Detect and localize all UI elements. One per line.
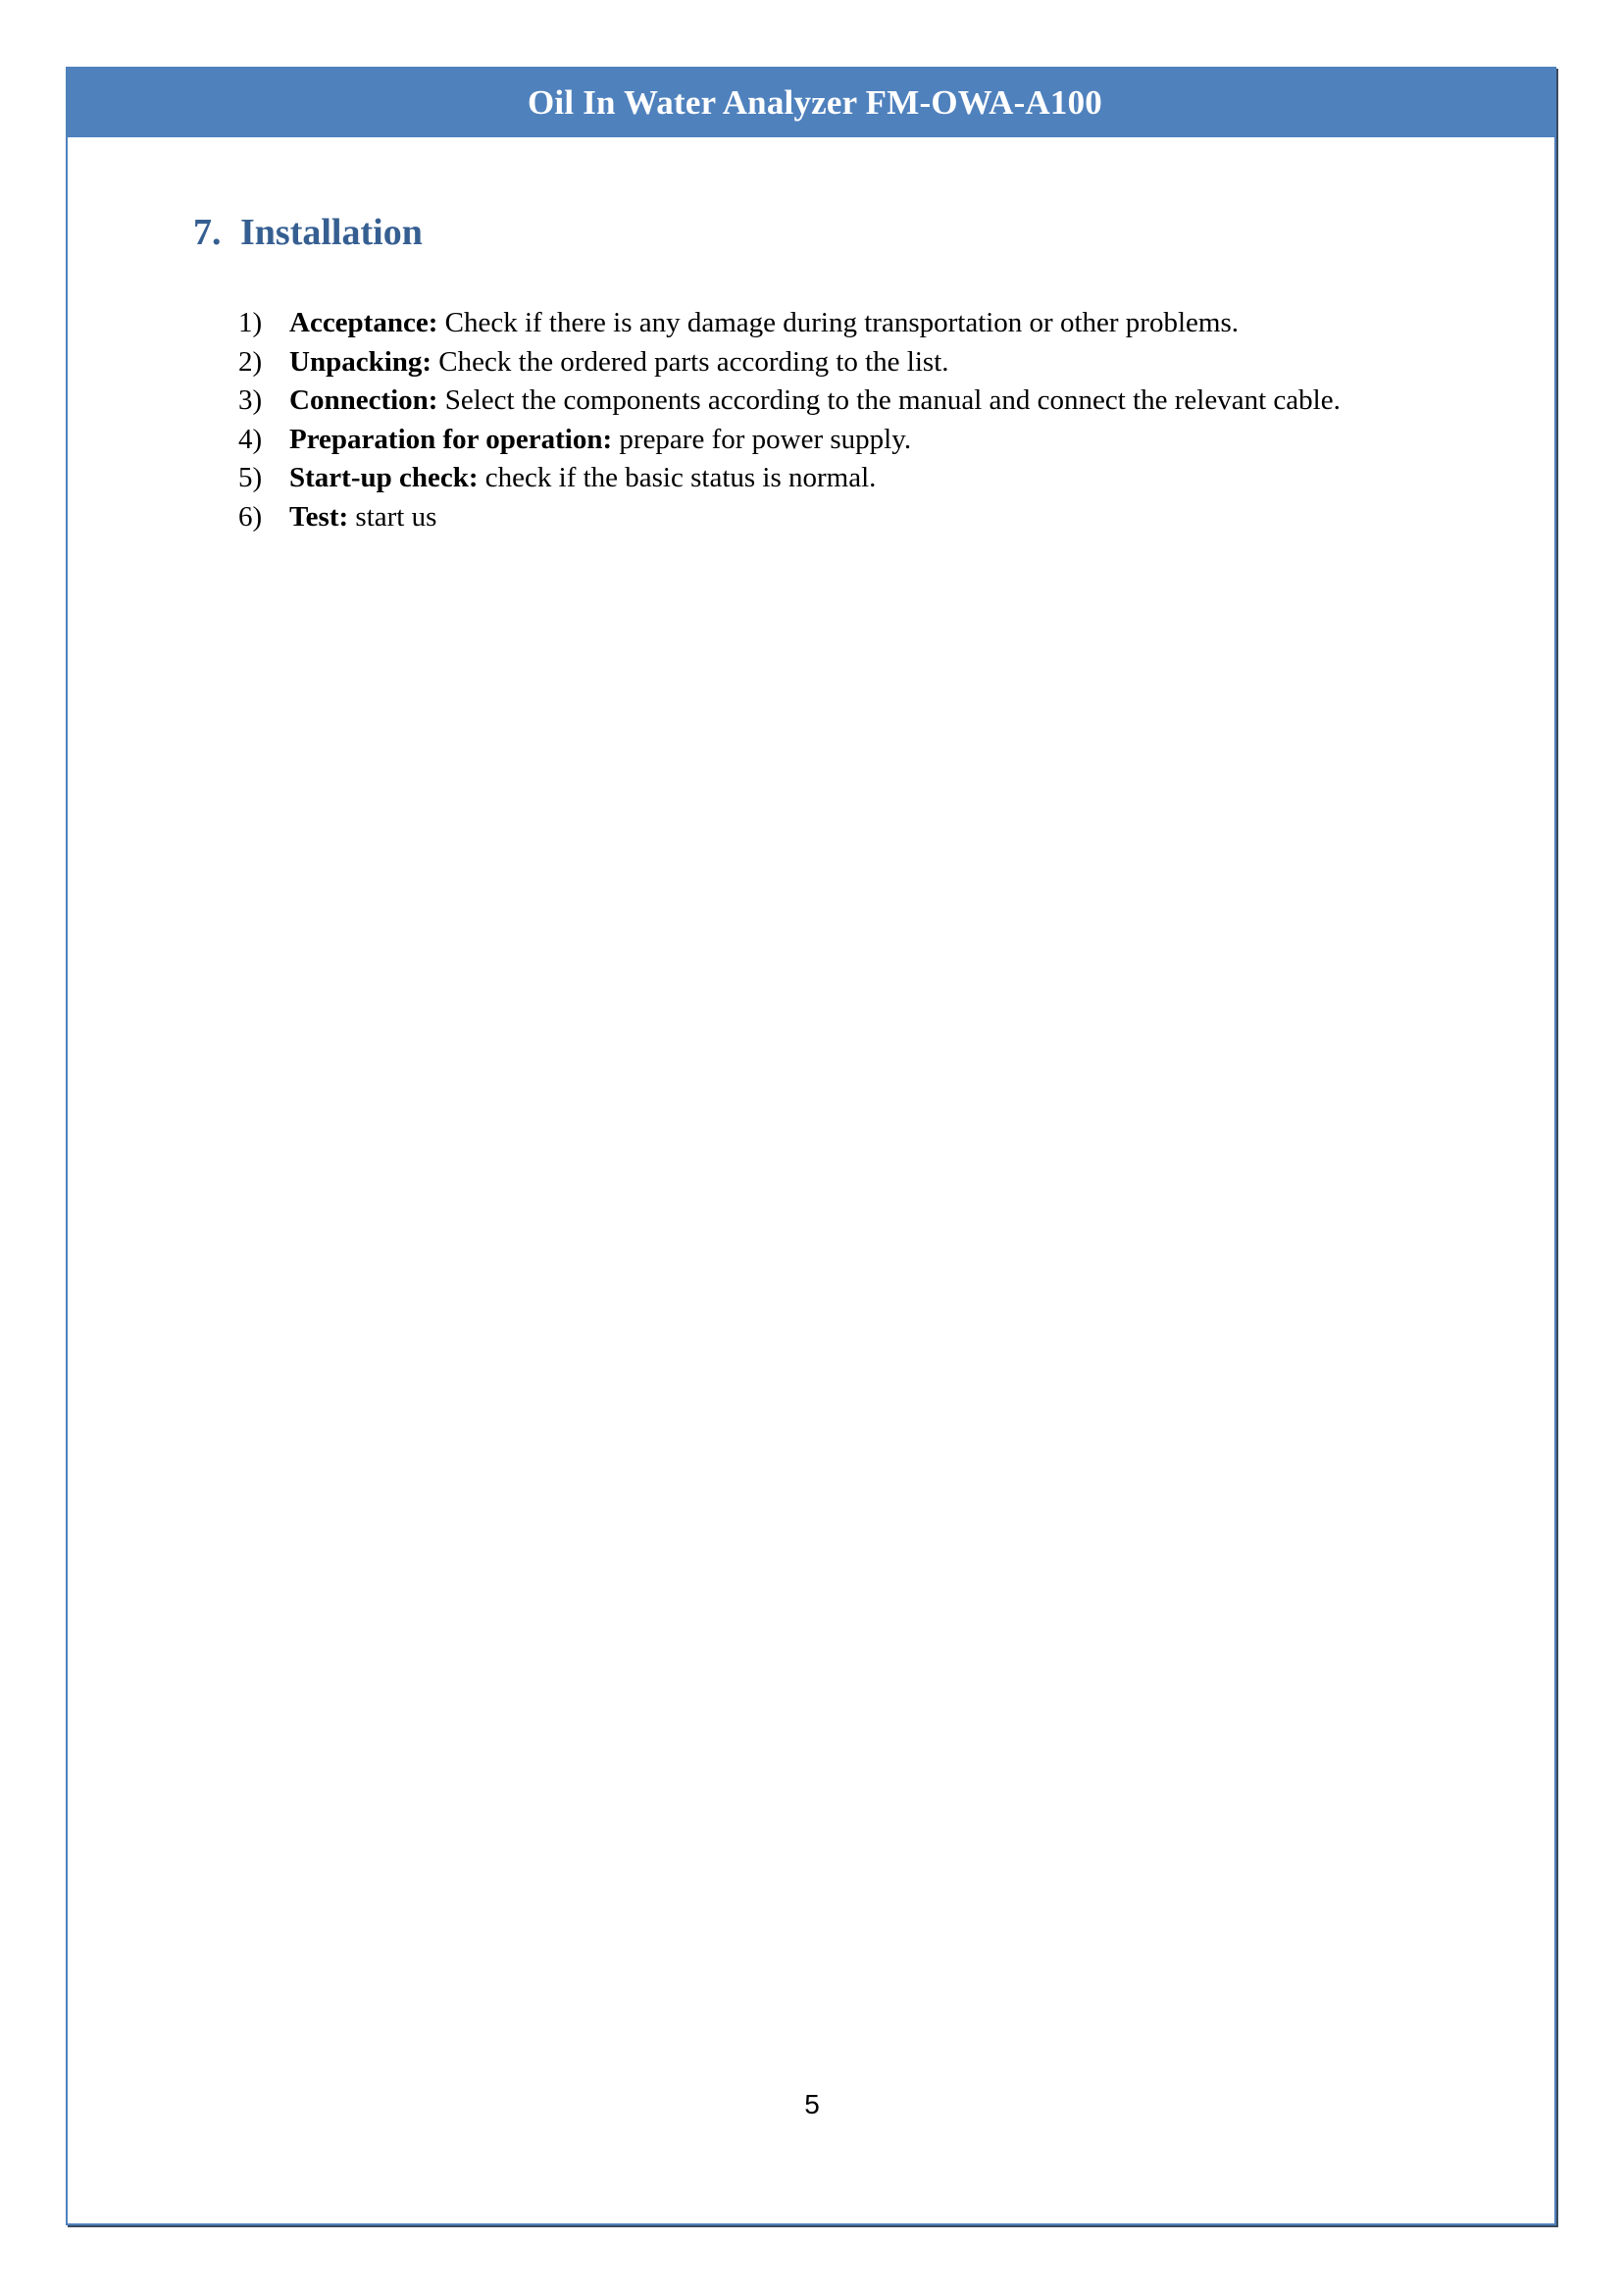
document-title: Oil In Water Analyzer FM-OWA-A100 — [527, 83, 1102, 122]
step-text: Check if there is any damage during transportation or other problems. — [437, 307, 1239, 338]
header-band — [68, 69, 1554, 137]
step-text: Check the ordered parts according to the list. — [431, 345, 949, 378]
step-number: 2) — [238, 345, 263, 378]
step-number: 6) — [238, 500, 263, 533]
step-text: check if the basic status is normal. — [478, 462, 877, 493]
step-label: Preparation for operation: — [289, 423, 613, 455]
step-text: start us — [348, 500, 437, 533]
section-title: Installation — [240, 212, 423, 253]
section-heading — [193, 211, 423, 254]
page-number: 5 — [804, 2089, 820, 2119]
list-item — [238, 459, 1489, 498]
step-text: Select the components according to the manual and connect the relevant cable. — [437, 384, 1341, 416]
step-number: 4) — [238, 423, 263, 455]
list-item — [238, 304, 1489, 343]
step-number: 5) — [238, 462, 263, 493]
step-text: prepare for power supply. — [612, 423, 912, 455]
list-item — [238, 343, 1489, 382]
list-item — [238, 498, 1489, 537]
section-number: 7. — [193, 212, 222, 253]
step-number: 1) — [238, 307, 263, 338]
step-label: Start-up check: — [289, 462, 479, 493]
step-label: Test: — [289, 500, 349, 533]
list-item — [238, 421, 1489, 460]
installation-steps-list — [238, 304, 1489, 536]
list-item — [238, 382, 1489, 421]
step-label: Acceptance: — [289, 307, 438, 338]
step-label: Connection: — [289, 384, 438, 416]
step-label: Unpacking: — [289, 345, 432, 378]
step-number: 3) — [238, 384, 263, 416]
